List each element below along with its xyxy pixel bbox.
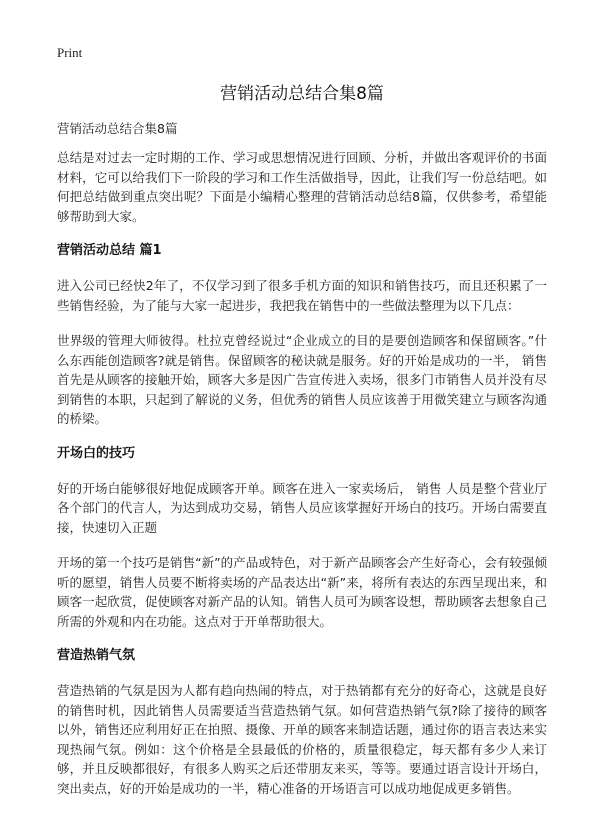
section-paragraph: 好的开场白能够很好地促成顾客开单。顾客在进入一家卖场后， 销售 人员是整个营业厅各个部门的代言人，为达到成功交易，销售人员应该掌握好开场白的技巧。开场白需要直接，快速切入正题	[57, 480, 547, 535]
section-paragraph: 营造热销的气氛是因为人都有趋向热闹的特点，对于热销都有充分的好奇心，这就是良好的销售时机，因此销售人员需要适当营造热销气氛。如何营造热销气氛?除了接待的顾客以外，销售还应利用好正在拍照、摄像、开单的顾客来制造话题，通过你的语言表达来实现热闹气氛。例如：这个价格是全县最低的价格的，质量很稳定，每天都有多少人来订够，并且反映都很好，有很多人购买之后还带朋友来买，等等。要通过语言设计开场白，突出卖点，好的开始是成功的一半，精心准备的开场语言可以成功地促成更多销售。	[57, 683, 547, 796]
section-paragraph: 开场的第一个技巧是销售“新”的产品或特色，对于新产品顾客会产生好奇心，会有较强倾听的愿望，销售人员要不断将卖场的产品表达出“新”来，将所有表达的东西呈现出来，和顾客一起欣赏，促使顾客对新产品的认知。销售人员可为顾客设想，帮助顾客去想象自己所需的外观和内在功能。这点对于开单帮助很大。	[57, 555, 547, 629]
section-heading: 营造热销气氛	[57, 648, 136, 663]
document-subtitle: 营销活动总结合集8篇	[57, 121, 178, 136]
section-paragraph: 世界级的管理大师彼得。杜拉克曾经说过“企业成立的目的是要创造顾客和保留顾客。”什么东西能创造顾客?就是销售。保留顾客的秘诀就是服务。好的开始是成功的一半， 销售 首先是从顾客的接触开始，顾客大多是因广告宣传进入卖场，很多门市销售人员并没有尽到销售的本职，只起到了解说的义务，但优秀的销售人员应该善于用微笑建立与顾客沟通的桥梁。	[57, 333, 547, 426]
section-heading: 营销活动总结 篇1	[57, 243, 162, 258]
section-heading: 开场白的技巧	[57, 445, 136, 461]
document-title: 营销活动总结合集8篇	[220, 84, 384, 104]
intro-paragraph: 总结是对过去一定时期的工作、学习或思想情况进行回顾、分析，并做出客观评价的书面材料，它可以给我们下一阶段的学习和工作生活做指导，因此，让我们写一份总结吧。如何把总结做到重点突出呢？下面是小编精心整理的营销活动总结8篇，仅供参考，希望能够帮助到大家。	[57, 150, 547, 224]
print-link[interactable]: Print	[57, 45, 83, 60]
document-content	[57, 148, 547, 814]
section-paragraph: 进入公司已经快2年了，不仅学习到了很多手机方面的知识和销售技巧，而且还积累了一些销售经验，为了能与大家一起进步，我把我在销售中的一些做法整理为以下几点：	[57, 278, 547, 313]
